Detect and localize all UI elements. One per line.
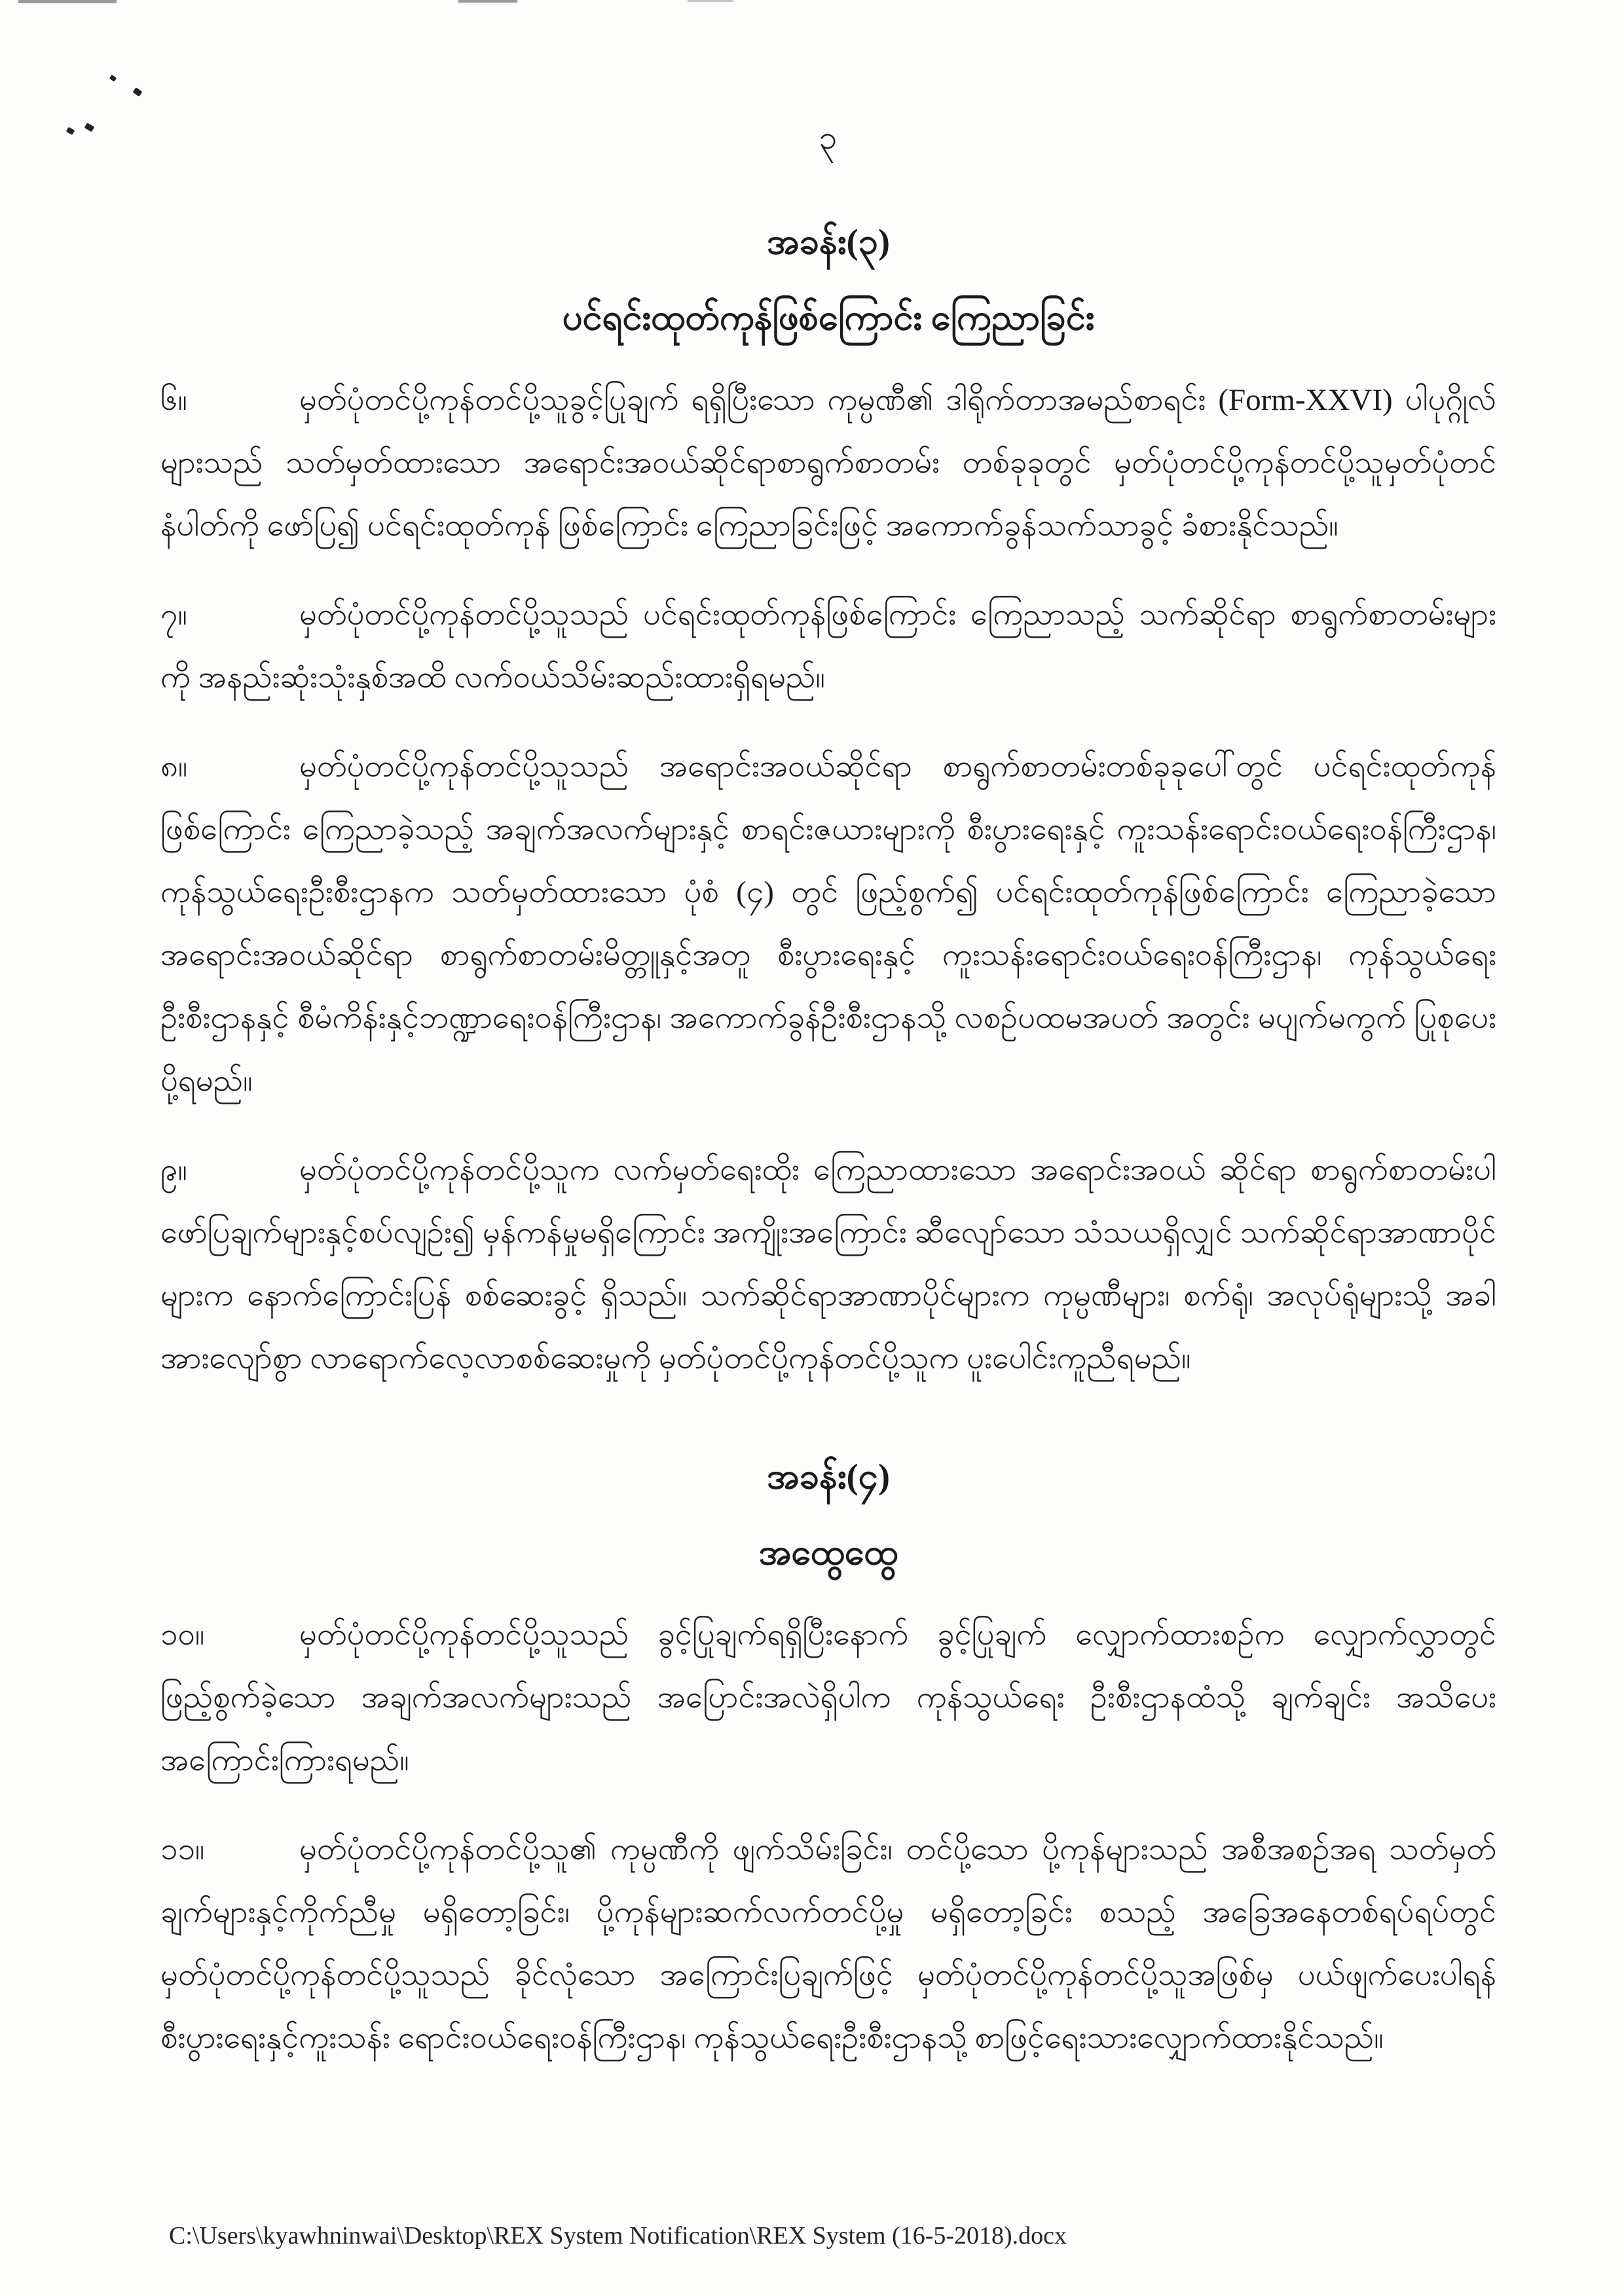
document-file-path: C:\Users\kyawhninwai\Desktop\REX System Notification\REX System (16-5-2018).docx <box>169 2222 1067 2250</box>
chapter-3-title: အခန်း(၃) <box>767 222 890 261</box>
paragraph-8 <box>160 735 1496 1112</box>
paragraph-6-number: ၆။ <box>160 383 187 417</box>
paragraph-10 <box>160 1603 1496 1792</box>
paragraph-11-number: ၁၁။ <box>160 1832 205 1867</box>
paragraph-9-text: မှတ်ပုံတင်ပို့ကုန်တင်ပို့သူက လက်မှတ်ရေးထိုး ကြေညာထားသော အရောင်းအဝယ် ဆိုင်ရာ စာရွက်စာတမ်းပါ ဖော်ပြချက်များနှင့်စပ်လျဉ်း၍ မှန်ကန်မှုမရှိကြောင်း အကျိုးအကြောင်း ဆီလျော်သော သံသယရှိလျှင် သက်ဆိုင်ရာအာဏာပိုင်များက နောက်ကြောင်းပြန် စစ်ဆေးခွင့် ရှိသည်။ သက်ဆိုင်ရာအာဏာပိုင်များက ကုမ္ပဏီများ၊ စက်ရုံ၊ အလုပ်ရုံများသို့ အခါအားလျော်စွာ လာရောက်လေ့လာစစ်ဆေးမှုကို မှတ်ပုံတင်ပို့ကုန်တင်ပို့သူက ပူးပေါင်းကူညီရမည်။ <box>160 1153 1496 1376</box>
chapter-4-title: အခန်း(၄) <box>767 1457 890 1496</box>
scan-edge-mark <box>688 0 733 2</box>
paragraph-8-text: မှတ်ပုံတင်ပို့ကုန်တင်ပို့သူသည် အရောင်းအဝယ်ဆိုင်ရာ စာရွက်စာတမ်းတစ်ခုခုပေါ်တွင် ပင်ရင်းထုတ်ကုန်ဖြစ်ကြောင်း ကြေညာခဲ့သည့် အချက်အလက်များနှင့် စာရင်းဇယားများကို စီးပွားရေးနှင့် ကူးသန်းရောင်းဝယ်ရေးဝန်ကြီးဌာန၊ ကုန်သွယ်ရေးဦးစီးဌာနက သတ်မှတ်ထားသော ပုံစံ (၄) တွင် ဖြည့်စွက်၍ ပင်ရင်းထုတ်ကုန်ဖြစ်ကြောင်း ကြေညာခဲ့သော အရောင်းအဝယ်ဆိုင်ရာ စာရွက်စာတမ်းမိတ္တူနှင့်အတူ စီးပွားရေးနှင့် ကူးသန်းရောင်းဝယ်ရေးဝန်ကြီးဌာန၊ ကုန်သွယ်ရေး ဦးစီးဌာနနှင့် စီမံကိန်းနှင့်ဘဏ္ဍာရေးဝန်ကြီးဌာန၊ အကောက်ခွန်ဦးစီးဌာနသို့ လစဉ်ပထမအပတ် အတွင်း မပျက်မကွက် ပြုစုပေးပို့ရမည်။ <box>160 750 1496 1098</box>
paragraph-11-text: မှတ်ပုံတင်ပို့ကုန်တင်ပို့သူ၏ ကုမ္ပဏီကို ဖျက်သိမ်းခြင်း၊ တင်ပို့သော ပို့ကုန်များသည် အစီအစဉ်အရ သတ်မှတ်ချက်များနှင့်ကိုက်ညီမှု မရှိတော့ခြင်း၊ ပို့ကုန်များဆက်လက်တင်ပို့မှု မရှိတော့ခြင်း စသည့် အခြေအနေတစ်ရပ်ရပ်တွင် မှတ်ပုံတင်ပို့ကုန်တင်ပို့သူသည် ခိုင်လုံသော အကြောင်းပြချက်ဖြင့် မှတ်ပုံတင်ပို့ကုန်တင်ပို့သူအဖြစ်မှ ပယ်ဖျက်ပေးပါရန် စီးပွားရေးနှင့်ကူးသန်း ရောင်းဝယ်ရေးဝန်ကြီးဌာန၊ ကုန်သွယ်ရေးဦးစီးဌာနသို့ စာဖြင့်ရေးသားလျှောက်ထားနိုင်သည်။ <box>160 1832 1496 2055</box>
scan-speck <box>109 75 117 82</box>
paragraph-7-number: ၇။ <box>160 598 187 632</box>
paragraph-11 <box>160 1818 1496 2069</box>
scan-speck <box>84 122 95 132</box>
paragraph-10-number: ၁၀။ <box>160 1618 205 1652</box>
scan-edge-mark <box>18 0 117 3</box>
paragraph-9-number: ၉။ <box>160 1153 187 1187</box>
paragraph-8-number: ၈။ <box>160 750 188 784</box>
chapter-4-subtitle: အထွေထွေ <box>758 1533 898 1572</box>
page-number: ၃ <box>819 119 838 156</box>
paragraph-10-text: မှတ်ပုံတင်ပို့ကုန်တင်ပို့သူသည် ခွင့်ပြုချက်ရရှိပြီးနောက် ခွင့်ပြုချက် လျှောက်ထားစဉ်က လျှောက်လွှာတွင် ဖြည့်စွက်ခဲ့သော အချက်အလက်များသည် အပြောင်းအလဲရှိပါက ကုန်သွယ်ရေး ဦးစီးဌာနထံသို့ ချက်ချင်း အသိပေးအကြောင်းကြားရမည်။ <box>160 1618 1496 1777</box>
paragraph-6-text: မှတ်ပုံတင်ပို့ကုန်တင်ပို့သူခွင့်ပြုချက် ရရှိပြီးသော ကုမ္ပဏီ၏ ဒါရိုက်တာအမည်စာရင်း (Form-XXVI) ပါပုဂ္ဂိုလ်များသည် သတ်မှတ်ထားသော အရောင်းအဝယ်ဆိုင်ရာစာရွက်စာတမ်း တစ်ခုခုတွင် မှတ်ပုံတင်ပို့ကုန်တင်ပို့သူမှတ်ပုံတင်နံပါတ်ကို ဖော်ပြ၍ ပင်ရင်းထုတ်ကုန် ဖြစ်ကြောင်း ကြေညာခြင်းဖြင့် အကောက်ခွန်သက်သာခွင့် ခံစားနိုင်သည်။ <box>160 383 1496 543</box>
scan-speck <box>66 127 75 135</box>
page-content <box>160 115 1496 2069</box>
chapter-3-subtitle: ပင်ရင်းထုတ်ကုန်ဖြစ်ကြောင်း ကြေညာခြင်း <box>562 298 1095 337</box>
scan-speck <box>133 87 143 96</box>
paragraph-9 <box>160 1139 1496 1390</box>
paragraph-6 <box>160 369 1496 557</box>
paragraph-7-text: မှတ်ပုံတင်ပို့ကုန်တင်ပို့သူသည် ပင်ရင်းထုတ်ကုန်ဖြစ်ကြောင်း ကြေညာသည့် သက်ဆိုင်ရာ စာရွက်စာတမ်းများကို အနည်းဆုံးသုံးနှစ်အထိ လက်ဝယ်သိမ်းဆည်းထားရှိရမည်။ <box>160 598 1496 695</box>
scan-edge-mark <box>458 0 517 3</box>
paragraph-7 <box>160 583 1496 709</box>
